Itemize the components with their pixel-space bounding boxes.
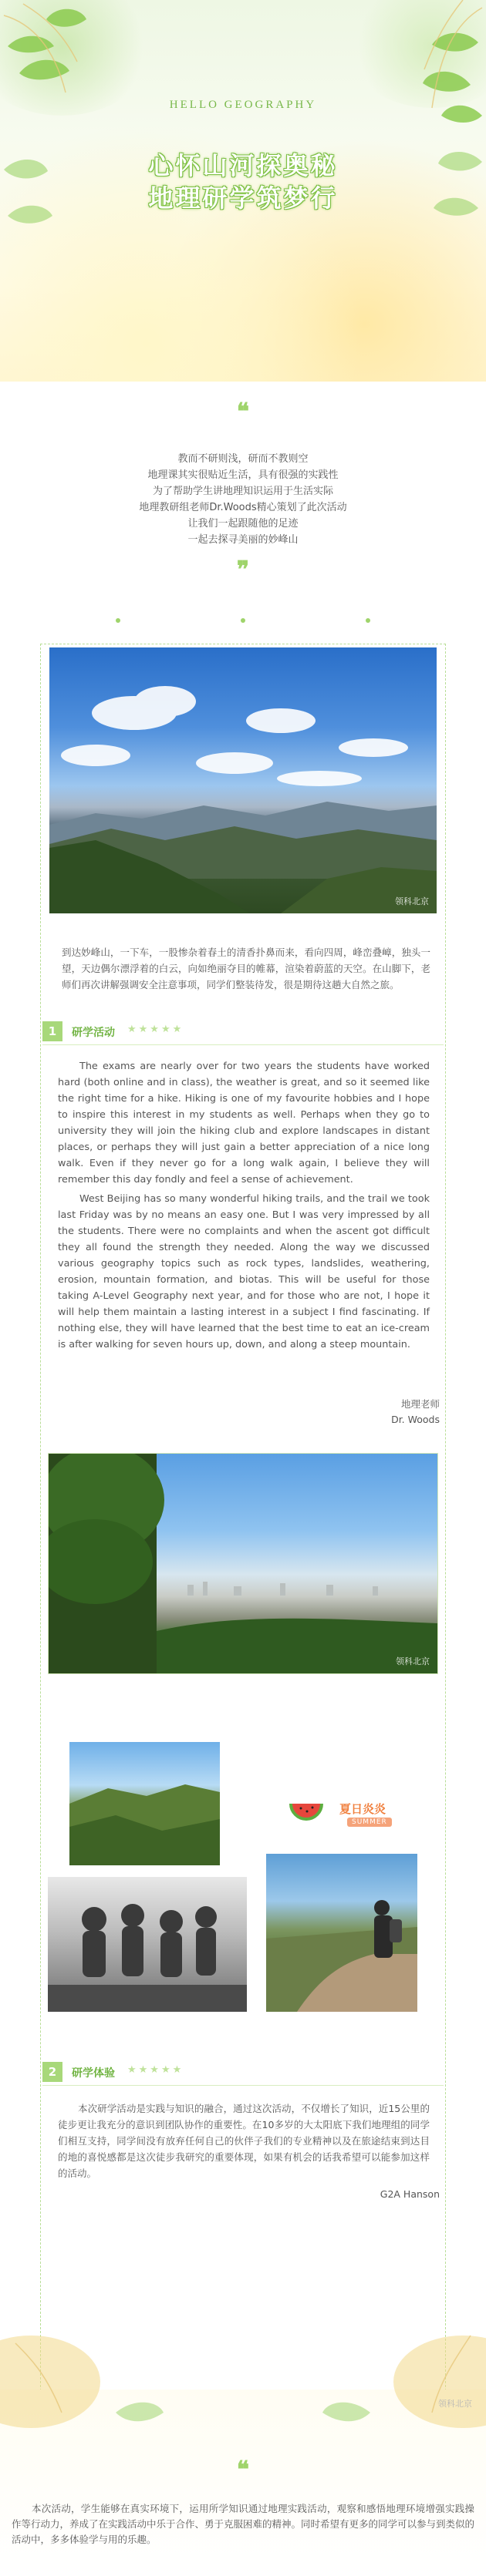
intro-line: 地理教研组老师Dr.Woods精心策划了此次活动	[139, 502, 347, 513]
quote-open-icon: ❝	[236, 2457, 250, 2484]
closing-paragraph: 本次活动，学生能够在真实环境下，运用所学知识通过地理实践活动，观察和感悟地理环境增强实践操作等行动力，养成了在实践活动中乐于合作、勇于克服困难的精神。同时希望有更多的同学可以参与到类似的活动中，多多体验学与用的乐趣。	[12, 2503, 475, 2545]
section-title: 研学体验	[72, 2067, 115, 2080]
city-view-photo	[48, 1453, 438, 1674]
summer-sticker-label: SUMMER	[347, 1818, 392, 1827]
quote-close-icon: ❞	[236, 557, 250, 583]
watermark: 领科北京	[396, 1656, 430, 1666]
section-header-2	[42, 2062, 444, 2085]
teacher-text-p2: West Beijing has so many wonderful hiking trails, and the trail we took last Friday was by no means an easy one. But I was very impressed by all the students. There were no complaints and when the ascent got difficult they all found the strength they needed. Along the way we discussed various geography topics such as rock types, landslides, weathering, erosion, mountain formation, and biotas. This will be useful for those taking A-Level Geography next year, and for those who are not, I hope it will help them maintain a lasting interest in a subject I find fascinating. If nothing else, they will have learned that the best time to eat an ice-cream is after walking for seven hours up, down, and along a steep mountain.	[58, 1193, 430, 1350]
header-kicker: HELLO GEOGRAPHY	[169, 99, 317, 111]
footer-banner	[0, 2389, 486, 2576]
intro-paragraph: 到达妙峰山，一下车，一股惨杂着春土的清香扑鼻而来，看向四周，峰峦叠嶂，独头一望，天边偶尔漂浮着的白云，向如绝丽夺目的帷幕，渲染着蔚蓝的天空。在山脚下，老师们再次讲解强调安全注意事项，同学们整装待发，很是期待这趟大自然之旅。	[62, 947, 430, 990]
intro-poem	[0, 451, 486, 548]
watermelon-icon	[287, 1796, 326, 1827]
intro-line: 为了帮助学生讲地理知识运用于生活实际	[152, 486, 333, 497]
divider-dots	[0, 617, 486, 624]
group-photo-bw	[48, 1877, 247, 2012]
trail-photo	[69, 1742, 220, 1865]
watermark: 领科北京	[438, 2399, 472, 2409]
intro-line: 地理课其实很贴近生活，具有很强的实践性	[147, 469, 339, 481]
intro-line: 一起去探寻美丽的妙峰山	[187, 534, 299, 546]
intro-line: 教而不研则浅，研而不教则空	[177, 453, 309, 465]
header-banner	[0, 0, 486, 382]
quote-open-icon: ❝	[236, 399, 250, 425]
section-number: 2	[42, 2062, 62, 2082]
page-title-line2: 地理研学筑梦行	[148, 183, 338, 213]
section-header-1	[42, 1021, 444, 1044]
mountain-photo	[49, 647, 437, 913]
star-rating-icon: ★★★★★	[127, 2064, 184, 2076]
page-title-line1: 心怀山河探奥秘	[148, 151, 338, 180]
signature-role: 地理老师	[400, 1398, 440, 1410]
intro-line: 让我们一起跟随他的足迹	[187, 518, 299, 530]
star-rating-icon: ★★★★★	[127, 1024, 184, 1035]
student-signature: G2A Hanson	[380, 2188, 440, 2200]
ginkgo-decoration-icon	[0, 2297, 486, 2451]
summer-sticker-text: 夏日炎炎	[339, 1802, 386, 1816]
section-number: 1	[42, 1021, 62, 1041]
section-title: 研学活动	[72, 1027, 115, 1039]
student-text: 本次研学活动是实践与知识的融合，通过这次活动，不仅增长了知识，近15公里的徒步更让我充分的意识到团队协作的重要性。在10多岁的大太阳底下我们地理组的同学们相互支持，同学间没有放弃任何自己的伙伴子我们的专业精神以及在旅途结束到达目的地的喜悦感都是这次徒步我研究的重要体现，如果有机会的话我希望可以能参加这样的活动。	[58, 2103, 430, 2179]
teacher-text-p1: The exams are nearly over for two years the students have worked hard (both online and in class), the weather is great, and so it seemed like the right time for a hike. Hiking is one of my favourite hobbies and I hope to inspire this interest in my students as well. Perhaps when they go to university they will join the hiking club and explore landscapes in distant places, or perhaps they will just gain a better appreciation of a nice long walk. Even if they never go for a long walk again, I believe they will remember this day fondly and feel a sense of achievement.	[58, 1061, 430, 1185]
hikers-photo	[266, 1854, 417, 2012]
teacher-signature	[391, 1397, 440, 1428]
signature-name: Dr. Woods	[391, 1414, 440, 1425]
watermark: 领科北京	[395, 896, 429, 906]
